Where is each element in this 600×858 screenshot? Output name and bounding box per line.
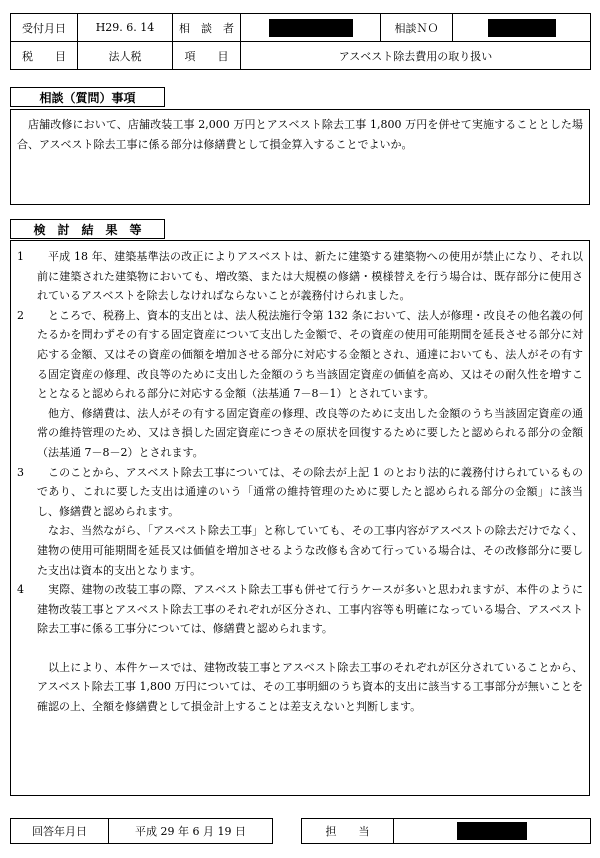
answer-date-value: 平成 29 年 6 月 19 日 <box>109 819 273 844</box>
subject-label: 項 目 <box>173 42 241 70</box>
result-item-3 <box>17 463 583 581</box>
item-text: ところで、税務上、資本的支出とは、法人税法施行令第 132 条において、法人が修理・改良その他名義の何たるかを問わずその有する固定資産について支出した金額で、その資産の使用可能期間を延長させる部分に対応する金額、又はその資産の価額を増加させる部分に対応する金額とされ、通達においても、法人がその有する固定資産の修理、改良等のために支出した金額のうち当該固定資産の価値を高め、又はその耐久性を増すこととなると認められる部分に対応する金額（法基通 7－8－1）とされています。 <box>37 308 583 401</box>
received-date-label: 受付月日 <box>11 14 78 42</box>
redacted-block <box>457 822 527 840</box>
header-table <box>10 13 591 70</box>
item-text: 平成 18 年、建築基準法の改正によりアスベストは、新たに建築する建築物への使用が禁止になり、それ以前に建築された建築物においても、増改築、または大規模の修繕・模様替えを行う場合は、既存部分に使用されているアスベストを除去しなければならないことが義務付けられました。 <box>37 250 583 303</box>
consultation-no-label: 相談ＮＯ <box>381 14 453 42</box>
tax-item-value: 法人税 <box>78 42 173 70</box>
person-label: 担 当 <box>302 819 394 844</box>
item-number: 1 <box>17 250 24 263</box>
item-subtext: 他方、修繕費は、法人がその有する固定資産の修理、改良等のために支出した金額のうち当該固定資産の通常の維持管理のため、又はき損した固定資産につきその原状を回復するために要したと認められる部分の金額（法基通 7－8－2）とされます。 <box>37 406 583 459</box>
tax-item-label: 税 目 <box>11 42 78 70</box>
question-box <box>10 109 590 205</box>
subject-value: アスベスト除去費用の取り扱い <box>241 42 591 70</box>
result-box <box>10 240 590 796</box>
result-item-4 <box>17 580 583 639</box>
item-number: 2 <box>17 308 24 322</box>
question-title: 相談（質問）事項 <box>10 87 165 107</box>
item-number: 3 <box>17 465 24 479</box>
conclusion-text: 以上により、本件ケースでは、建物改装工事とアスベスト除去工事のそれぞれが区分されていることから、アスベスト除去工事 1,800 万円については、その工事明細のうち資本的支出に該当する工事部分が無いことを確認の上、全額を修繕費として損金計上することは差支えないと判断します。 <box>37 660 583 714</box>
answer-date-table <box>10 818 273 844</box>
result-title: 検 討 結 果 等 <box>10 219 165 239</box>
item-text: このことから、アスベスト除去工事については、その除去が上記 1 のとおり法的に義務付けられているものであり、これに要した支出は通達のいう「通常の維持管理のために要したと認められる部分の金額」に該当し、修繕費と認められます。 <box>37 465 583 518</box>
result-item-1 <box>17 247 583 306</box>
result-item-2 <box>17 306 583 463</box>
consultant-value <box>241 14 381 42</box>
item-number: 4 <box>17 583 24 597</box>
person-value <box>394 819 591 844</box>
redacted-block <box>269 19 353 37</box>
answer-date-label: 回答年月日 <box>11 819 109 844</box>
consultation-no-value <box>453 14 591 42</box>
received-date-value: H29. 6. 14 <box>78 14 173 42</box>
redacted-block <box>488 19 556 37</box>
question-text: 店舗改修において、店舗改装工事 2,000 万円とアスベスト除去工事 1,800 万円を併せて実施することとした場合、アスベスト除去工事に係る部分は修繕費として損金算入することでよいか。 <box>17 118 583 151</box>
item-text: 実際、建物の改装工事の際、アスベスト除去工事も併せて行うケースが多いと思われますが、本件のように建物改装工事とアスベスト除去工事のそれぞれが区分され、工事内容等も明確になっている場合、アスベスト除去工事に係る工事分については、修繕費と認められます。 <box>37 583 583 636</box>
item-subtext: なお、当然ながら、「アスベスト除去工事」と称していても、その工事内容がアスベストの除去だけでなく、建物の使用可能期間を延長又は価値を増加させるような改修も含めて行っている場合は、その改修部分に要した支出は資本的支出となります。 <box>37 524 583 577</box>
person-table <box>301 818 591 844</box>
consultant-label: 相 談 者 <box>173 14 241 42</box>
